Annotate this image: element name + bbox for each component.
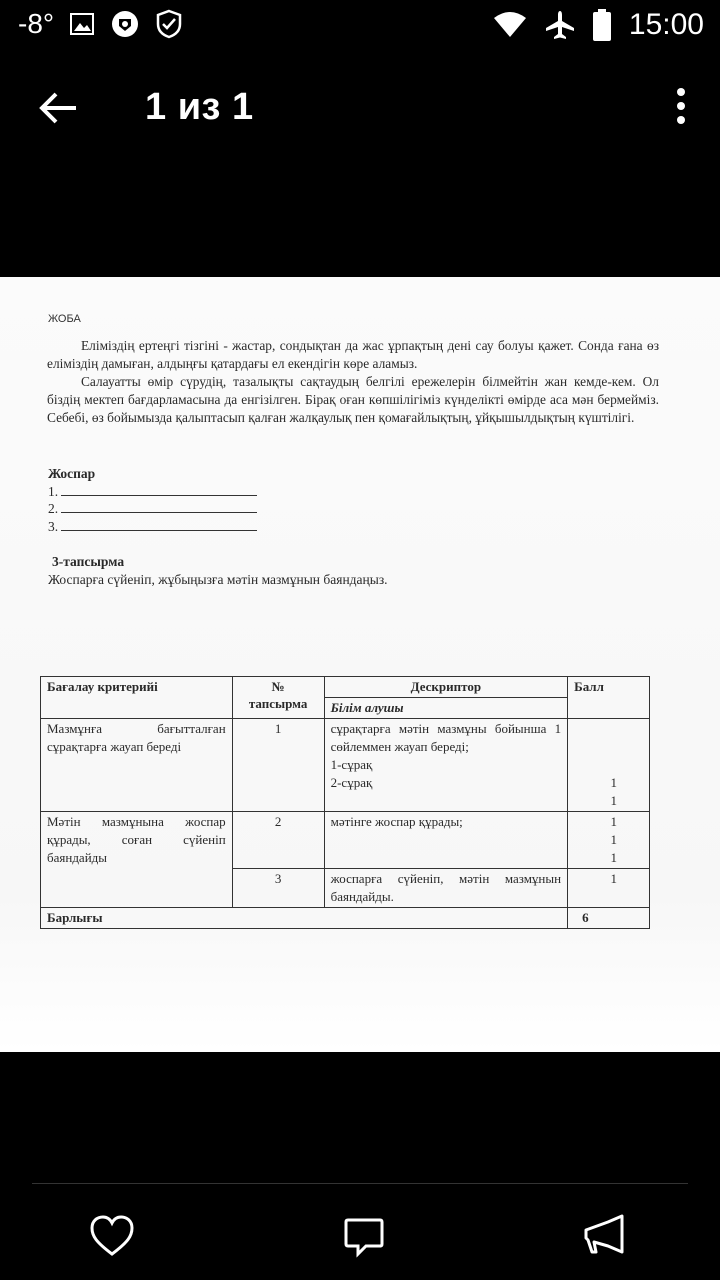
criterion-1: Мазмұнға бағытталған сұрақтарға жауап береді	[41, 719, 233, 812]
clock: 15:00	[628, 8, 704, 41]
temperature: -8°	[18, 8, 55, 39]
plan-title: Жоспар	[48, 466, 96, 481]
status-bar	[0, 0, 720, 52]
header-task-no: № тапсырма	[232, 677, 324, 719]
task-text: Жоспарға сүйеніп, жұбыңызға мәтін мазмұнын баяндаңыз.	[48, 572, 388, 587]
score-2: 1 1 1	[568, 812, 650, 869]
back-arrow-icon[interactable]	[36, 86, 80, 130]
image-icon	[70, 13, 94, 35]
header-criteria: Бағалау критерийі	[41, 677, 233, 719]
app-bar	[0, 52, 720, 164]
plan-item: 2.	[48, 500, 257, 518]
doc-paragraph-1: Еліміздің ертеңгі тізгіні - жастар, сондықтан да жас ұрпақтың дені сау болуы қажет. Сонда ғана өз еліміздің дамыған, алдыңғы қатардағы ел екендігін көре аламыз.	[47, 338, 659, 371]
share-icon[interactable]	[578, 1208, 634, 1264]
doc-label: ЖОБА	[48, 313, 81, 325]
total-label: Барлығы	[41, 908, 568, 929]
assessment-table	[40, 676, 650, 929]
task-1: 1	[232, 719, 324, 812]
descriptor-1: сұрақтарға мәтін мазмұны бойынша 1 сөйлеммен жауап береді; 1-сұрақ 2-сұрақ	[324, 719, 568, 812]
task-block	[48, 553, 388, 589]
score-1: 1 1	[568, 719, 650, 812]
wifi-icon	[493, 12, 527, 38]
shield-check-icon	[156, 9, 182, 39]
plan-block	[48, 465, 257, 535]
total-score: 6	[568, 908, 650, 929]
more-options-icon[interactable]	[672, 88, 690, 128]
plan-item: 3.	[48, 518, 257, 536]
document-image	[0, 277, 720, 1052]
doc-paragraph-2: Салауатты өмір сүрудің, тазалықты сақтаудың белгілі ережелерін білмейтін жан кемде-кем. Ол біздің мектеп бағдарламасына да енгізілген. Бірақ оған көпшілігіміз күнделікті өмірде аса мән бермейміз. Себебі, өз бойымызда қалыптасып қалған жалқаулық пен қомағайлықтың, ұйқышылдықтың күштілігі.	[47, 374, 659, 425]
airplane-icon	[545, 10, 575, 40]
descriptor-3: жоспарға сүйеніп, мәтін мазмұнын баяндайды.	[324, 869, 568, 908]
page-counter-title: 1 из 1	[145, 86, 254, 128]
header-descriptor: Дескриптор	[324, 677, 568, 698]
bottom-divider	[32, 1183, 688, 1184]
shield-app-icon	[110, 9, 140, 39]
task-3: 3	[232, 869, 324, 908]
header-learner: Білім алушы	[324, 698, 568, 719]
battery-icon	[593, 9, 611, 41]
comment-icon[interactable]	[336, 1208, 392, 1264]
descriptor-2: мәтінге жоспар құрады;	[324, 812, 568, 869]
score-3: 1	[568, 869, 650, 908]
criterion-2: Мәтін мазмұнына жоспар құрады, соған сүйеніп баяндайды	[41, 812, 233, 908]
task-title: 3-тапсырма	[52, 554, 125, 569]
header-score: Балл	[568, 677, 650, 719]
plan-item: 1.	[48, 483, 257, 501]
task-2: 2	[232, 812, 324, 869]
heart-icon[interactable]	[84, 1208, 140, 1264]
